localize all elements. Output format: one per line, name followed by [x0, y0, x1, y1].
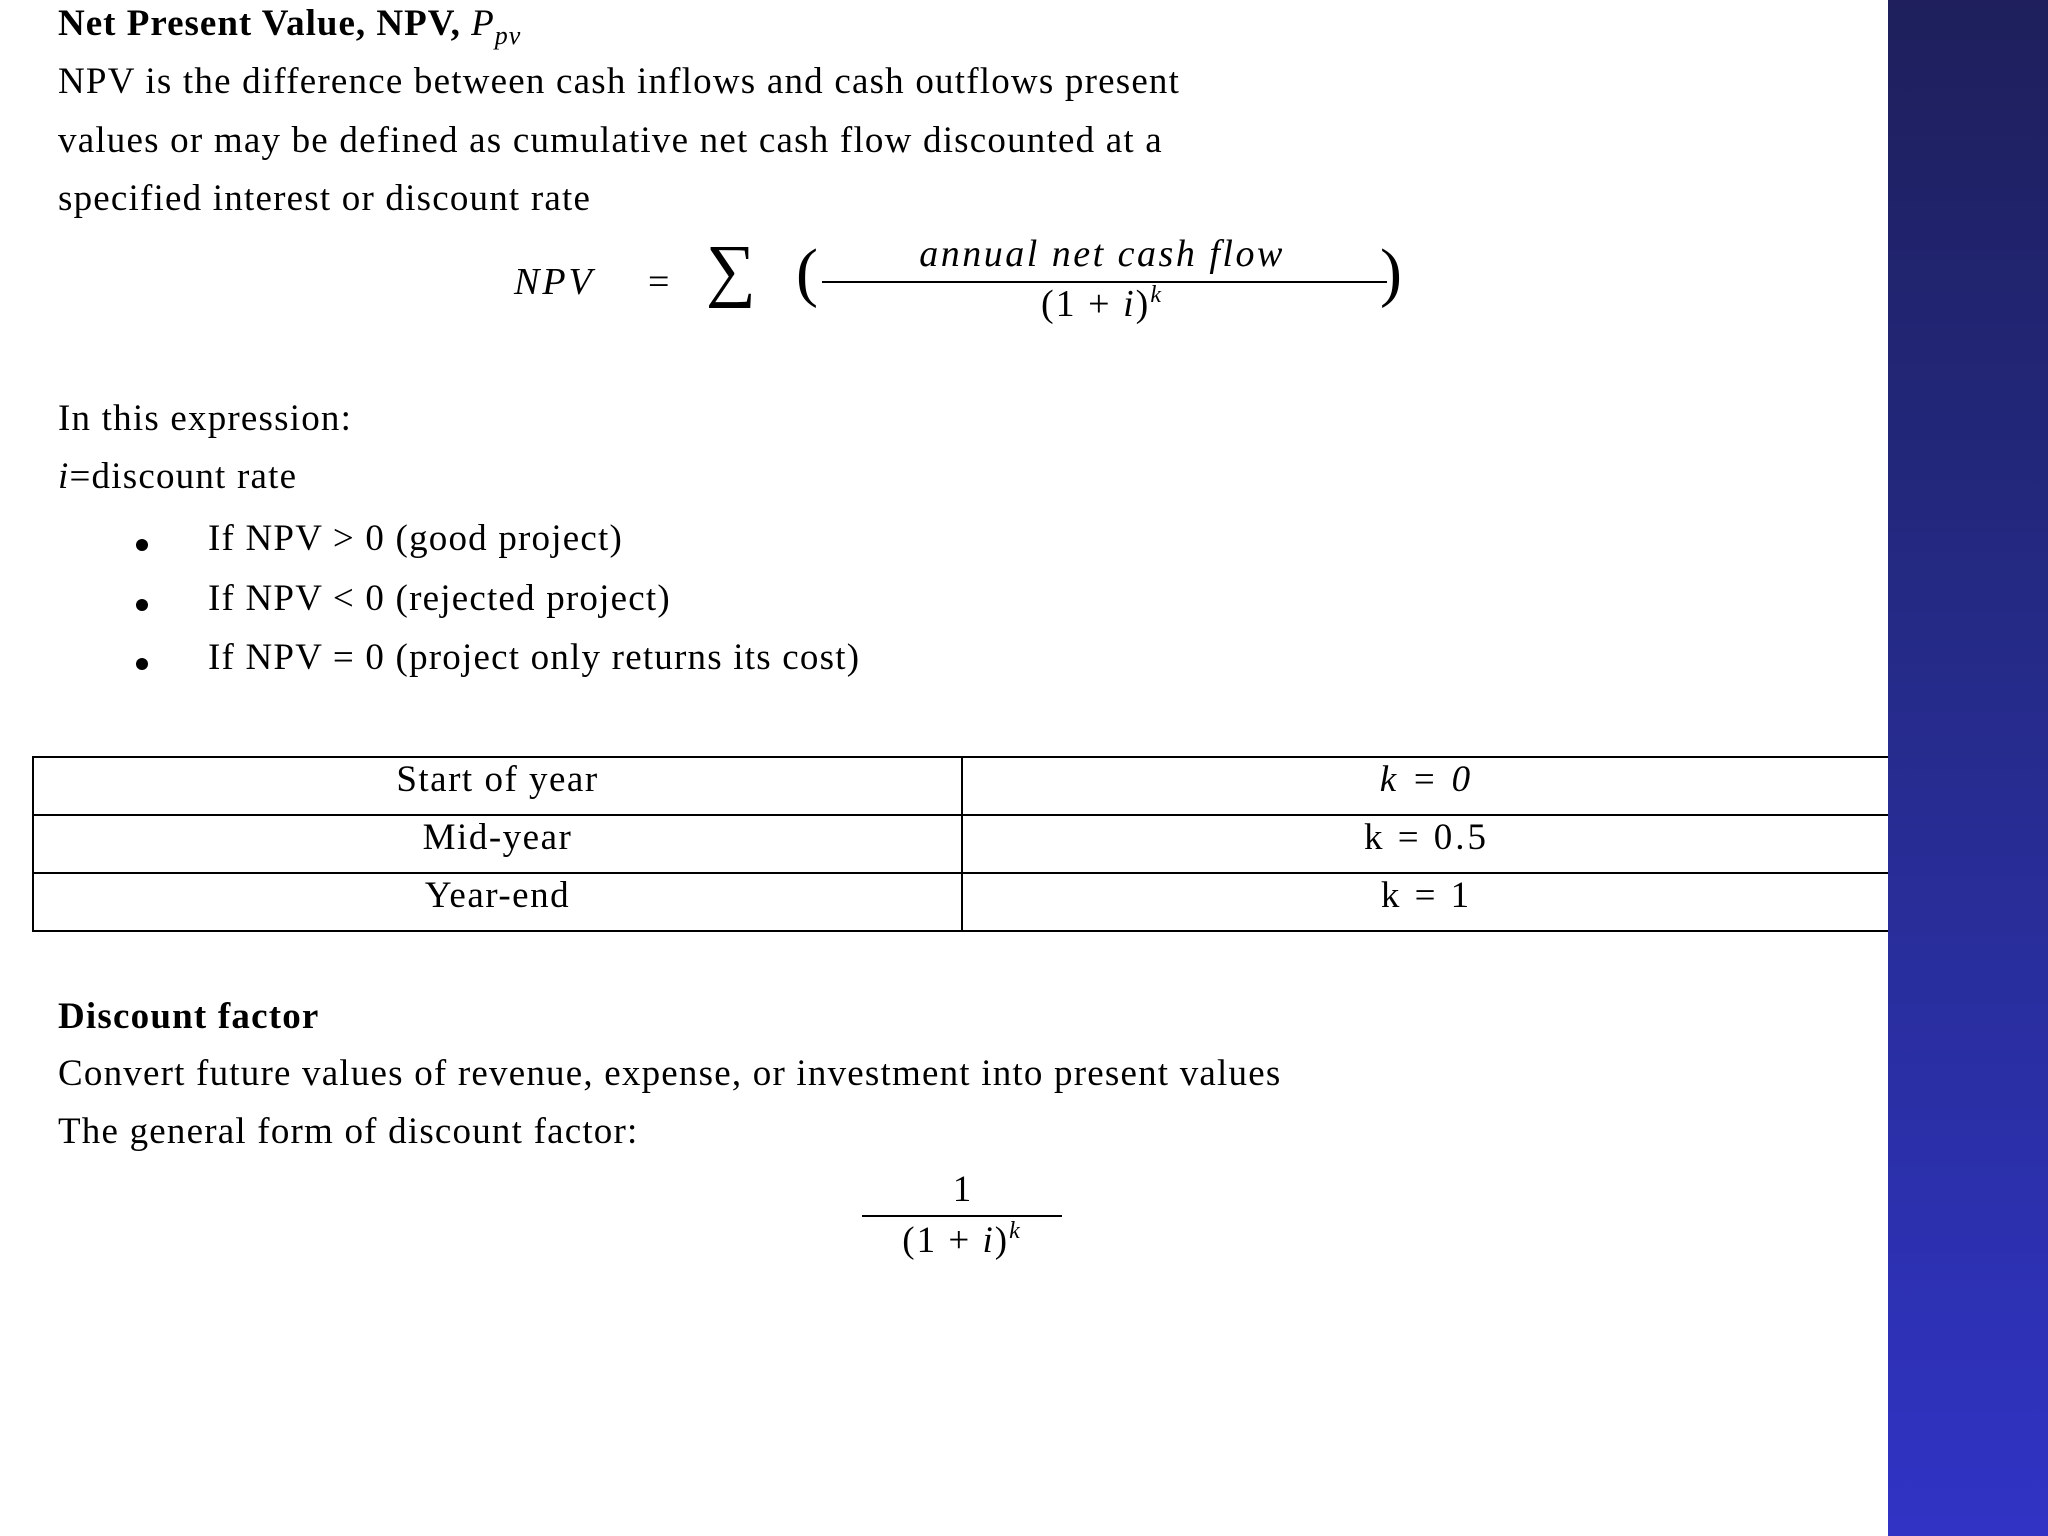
table-cell-k-value: k = 0.5	[962, 815, 1890, 873]
discount-factor-numerator: 1	[952, 1169, 972, 1210]
bullet-dot	[136, 539, 148, 551]
bullet-dot	[136, 599, 148, 611]
discount-factor-general-form: The general form of discount factor:	[58, 1111, 639, 1152]
table-row	[33, 873, 1890, 931]
slide-side-band	[1888, 0, 2048, 1536]
k-value-table	[32, 756, 1890, 932]
npv-formula-open-paren: (	[796, 236, 818, 309]
npv-formula-lhs: NPV	[514, 261, 595, 303]
discount-factor-heading: Discount factor	[58, 996, 320, 1037]
table-cell-timing: Start of year	[33, 757, 962, 815]
discount-factor-denominator: $(1 + i)^k$	[902, 1218, 1022, 1261]
npv-formula-equals: =	[648, 261, 670, 303]
title-symbol: $P_{pv}$	[471, 3, 522, 50]
title-text: Net Present Value, NPV,	[58, 3, 472, 44]
bullet-dot	[136, 658, 148, 670]
table-cell-k-value: k = 1	[962, 873, 1890, 931]
table-cell-k-value: k = 0	[962, 757, 1890, 815]
bullet-text: If NPV > 0 (good project)	[208, 518, 623, 559]
summation-symbol: ∑	[706, 232, 756, 309]
page-title	[58, 2, 521, 51]
table-cell-timing: Year-end	[33, 873, 962, 931]
npv-formula-numerator: annual net cash flow	[919, 233, 1285, 275]
definition-line-3: specified interest or discount rate	[58, 178, 592, 219]
discount-factor-fraction-bar	[862, 1215, 1062, 1217]
table-row	[33, 757, 1890, 815]
table-cell-timing: Mid-year	[33, 815, 962, 873]
definition-line-2: values or may be defined as cumulative net cash flow discounted at a	[58, 120, 1163, 161]
variable-definition: i=discount rate	[58, 456, 298, 497]
npv-formula-denominator: $(1 + i)^k$	[1041, 282, 1163, 325]
table-row	[33, 815, 1890, 873]
bullet-text: If NPV < 0 (rejected project)	[208, 578, 671, 619]
discount-factor-formula	[858, 1168, 1066, 1261]
expression-intro: In this expression:	[58, 398, 353, 439]
discount-factor-description: Convert future values of revenue, expense, or investment into present values	[58, 1053, 1282, 1094]
npv-formula-close-paren: )	[1380, 236, 1402, 309]
definition-line-1: NPV is the difference between cash inflows and cash outflows present	[58, 61, 1181, 102]
bullet-text: If NPV = 0 (project only returns its cost)	[208, 637, 861, 678]
